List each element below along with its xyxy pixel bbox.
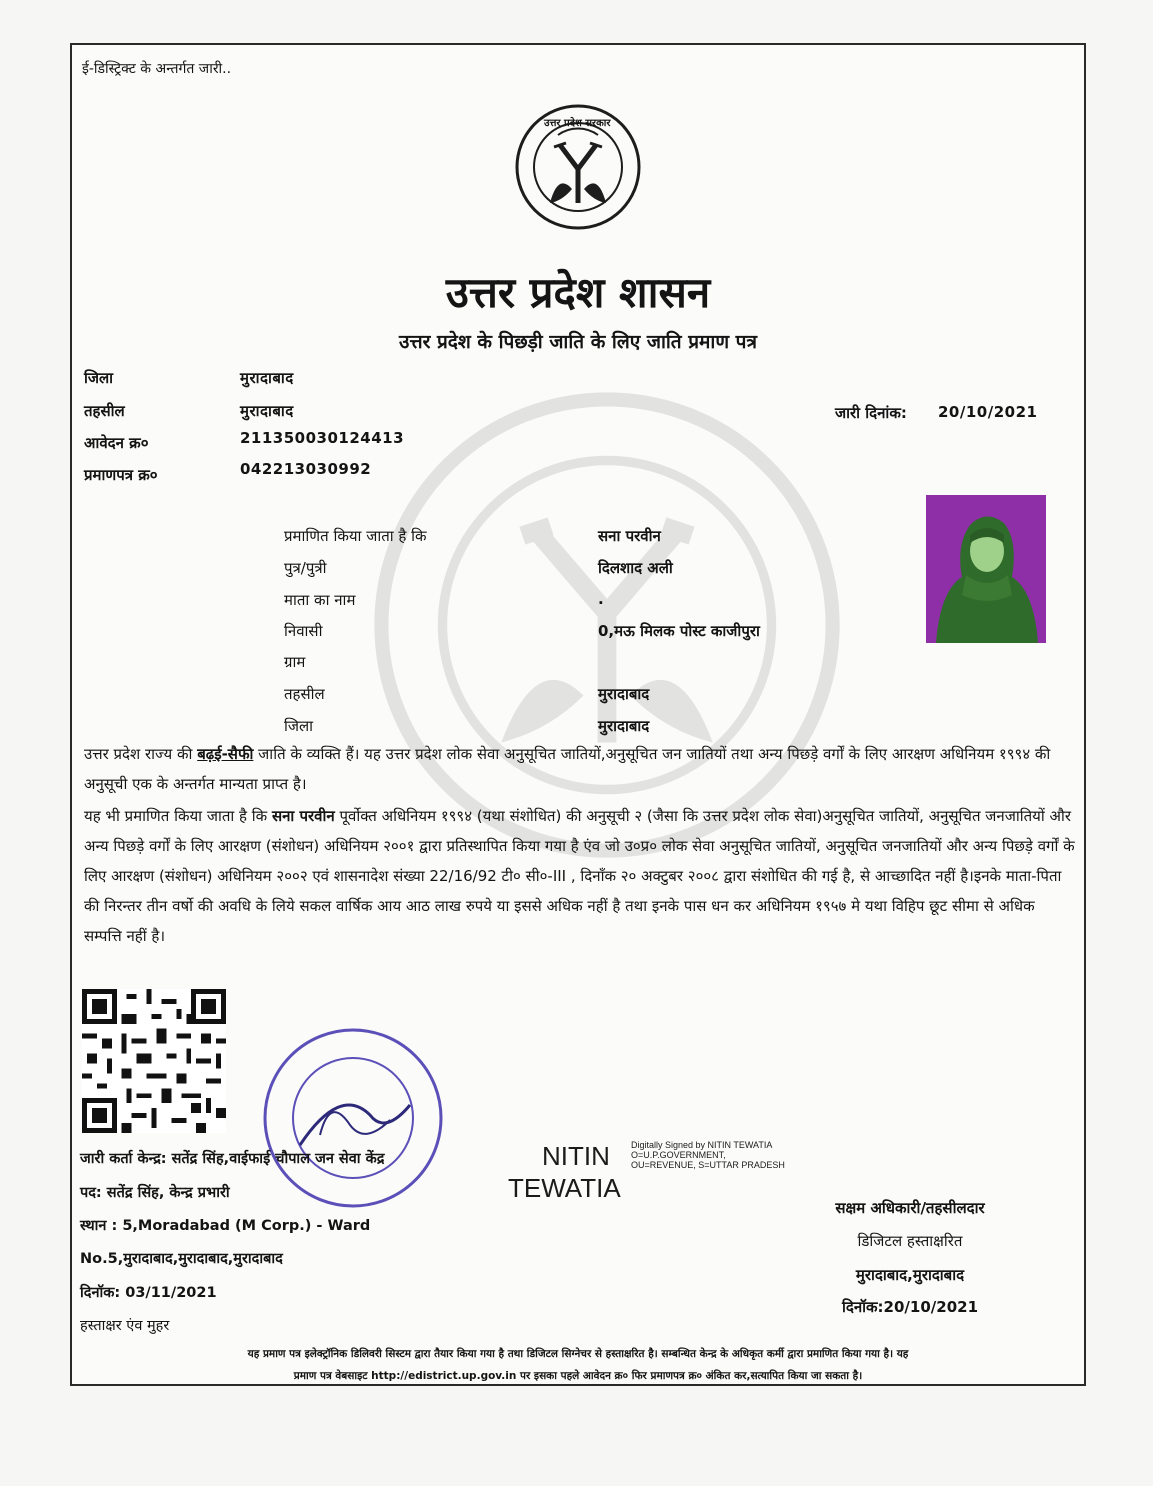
authority-date: दिनॉक:20/10/2021 bbox=[841, 1298, 979, 1316]
detail-value: मुरादाबाद bbox=[598, 717, 650, 735]
tehsil-value: मुरादाबाद bbox=[240, 402, 294, 420]
district-value: मुरादाबाद bbox=[240, 369, 294, 387]
application-value: 211350030124413 bbox=[240, 429, 405, 447]
tehsil-label: तहसील bbox=[84, 402, 125, 420]
top-note: ई-डिस्ट्रिक्ट के अन्तर्गत जारी.. bbox=[82, 61, 232, 77]
para1-start: उत्तर प्रदेश राज्य की bbox=[84, 745, 198, 763]
page-title: उत्तर प्रदेश शासन bbox=[445, 268, 711, 317]
paragraph-income bbox=[84, 801, 1076, 951]
sign-seal-label: हस्ताक्षर एंव मुहर bbox=[80, 1318, 170, 1334]
page-subtitle: उत्तर प्रदेश के पिछड़ी जाति के लिए जाति प्रमाण पत्र bbox=[399, 331, 757, 353]
detail-label: ग्राम bbox=[284, 653, 306, 671]
issuer-place-line2: No.5,मुरादाबाद,मुरादाबाद,मुरादाबाद bbox=[80, 1251, 283, 1267]
detail-label: निवासी bbox=[284, 622, 323, 640]
detail-value: दिलशाद अली bbox=[598, 559, 673, 577]
authority-title: सक्षम अधिकारी/तहसीलदार bbox=[835, 1199, 985, 1217]
signature-details: Digitally Signed by NITIN TEWATIA O=U.P.GOVERNMENT, OU=REVENUE, S=UTTAR PRADESH bbox=[631, 1140, 785, 1170]
certificate-sheet bbox=[70, 43, 1086, 1386]
applicant-name-inline: सना परवीन bbox=[271, 807, 335, 825]
para1-end: जाति के व्यक्ति हैं। यह उत्तर प्रदेश लोक सेवा अनुसूचित जातियों,अनुसूचित जन जातियों तथा अन्य पिछड़े वर्गों के लिए आरक्षण अधिनियम १९९४ की अनुसूची एक के अन्तर्गत मान्यता प्राप्त है। bbox=[84, 745, 1051, 793]
authority-place: मुरादाबाद,मुरादाबाद bbox=[855, 1266, 965, 1284]
issuer-place-line1: स्थान : 5,Moradabad (M Corp.) - Ward bbox=[80, 1218, 371, 1234]
detail-label: प्रमाणित किया जाता है कि bbox=[284, 527, 427, 545]
authority-signed: डिजिटल हस्ताक्षरित bbox=[857, 1232, 963, 1250]
detail-label: पुत्र/पुत्री bbox=[284, 559, 327, 577]
detail-value: . bbox=[598, 590, 604, 608]
detail-label: जिला bbox=[284, 717, 314, 735]
detail-label: तहसील bbox=[284, 685, 325, 703]
qr-code bbox=[82, 989, 226, 1133]
application-label: आवेदन क्र० bbox=[84, 434, 149, 452]
official-stamp bbox=[260, 1025, 446, 1211]
digital-signature bbox=[508, 1140, 785, 1204]
emblem-text: उत्तर प्रदेश सरकार bbox=[544, 118, 611, 129]
footer-line2: प्रमाण पत्र वेबसाइट http://edistrict.up.gov.in पर इसका पहले आवेदन क्र० फिर प्रमाणपत्र क्र० अंकित कर,सत्यापित किया जा सकता है। bbox=[293, 1370, 863, 1382]
detail-value: 0,मऊ मिलक पोस्ट काजीपुरा bbox=[598, 622, 760, 640]
signer-name-line2: TEWATIA bbox=[508, 1173, 621, 1203]
caste-name: बढ़ई-सैफी bbox=[197, 745, 254, 763]
detail-label: माता का नाम bbox=[284, 591, 356, 609]
issuer-date: दिनॉक: 03/11/2021 bbox=[80, 1285, 217, 1301]
certificate-label: प्रमाणपत्र क्र० bbox=[84, 466, 158, 484]
detail-value: सना परवीन bbox=[598, 527, 661, 545]
certificate-value: 042213030992 bbox=[240, 460, 372, 478]
issue-date-value: 20/10/2021 bbox=[938, 403, 1038, 421]
applicant-photo bbox=[926, 495, 1046, 643]
signer-name-line1: NITIN bbox=[542, 1141, 610, 1171]
district-label: जिला bbox=[84, 369, 114, 387]
para2-start: यह भी प्रमाणित किया जाता है कि bbox=[84, 807, 272, 825]
detail-value: मुरादाबाद bbox=[598, 685, 650, 703]
issuer-post: पद: सतेंद्र सिंह, केन्द्र प्रभारी bbox=[80, 1185, 230, 1201]
paragraph-caste bbox=[84, 739, 1076, 799]
para2-end: पूर्वोक्त अधिनियम १९९४ (यथा संशोधित) की अनुसूची २ (जैसा कि उत्तर प्रदेश लोक सेवा)अनुसूचित जातियों, अनुसूचित जनजातियों और अन्य पिछड़े वर्गों के लिए आरक्षण (संशोधन) अधिनियम २००१ द्वारा प्रतिस्थापित किया गया है एंव जो उ०प्र० लोक सेवा अनुसूचित जातियों, अनुसूचित जनजातियों और अन्य पिछड़े वर्गों के लिए आरक्षण (संशोधन) अधिनियम २००२ एवं शासनादेश संख्या 22/16/92 टी० सी०-III , दिनाँक २० अक्टुबर २००८ द्वारा संशोधित की गई है, से आच्छादित नहीं है।इनके माता-पिता की निरन्तर तीन वर्षो की अवधि के लिये सकल वार्षिक आय आठ लाख रुपये या इससे अधिक नहीं है तथा इनके पास धन कर अधिनियम १९५७ मे यथा विहिप छूट सीमा से अधिक सम्पत्ति नहीं है। bbox=[84, 807, 1075, 945]
footer-line1: यह प्रमाण पत्र इलेक्ट्रॉनिक डिलिवरी सिस्टम द्वारा तैयार किया गया है तथा डिजिटल सिग्नेचर से हस्ताक्षरित है। सम्बन्धित केन्द्र के अधिकृत कर्मी द्वारा प्रमाणित किया गया है। यह bbox=[247, 1348, 909, 1360]
issuer-center: जारी कर्ता केन्द्र: सतेंद्र सिंह,वाईफाई चौपाल जन सेवा केंद्र bbox=[80, 1151, 385, 1167]
issue-date-label: जारी दिनांक: bbox=[835, 404, 907, 422]
